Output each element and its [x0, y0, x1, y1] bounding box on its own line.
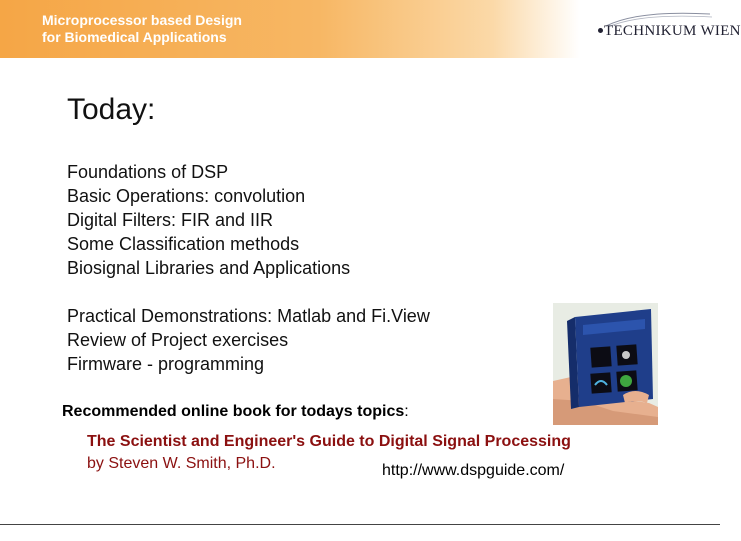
logo-text: TECHNIKUM WIEN — [604, 23, 741, 39]
list-item: Biosignal Libraries and Applications — [67, 258, 351, 278]
list-item: Foundations of DSP — [67, 162, 229, 182]
slide-heading: Today: — [67, 93, 156, 126]
recommendation-colon: : — [404, 403, 409, 420]
list-item: Review of Project exercises — [67, 330, 289, 350]
topics-list — [67, 160, 350, 280]
recommendation-text: Recommended online book for todays topics — [62, 403, 405, 420]
recommendation-label — [62, 403, 409, 421]
book-cover-image — [553, 303, 658, 425]
technikum-wien-logo — [598, 8, 741, 48]
course-title — [42, 12, 242, 46]
slide-header — [0, 0, 741, 58]
course-title-line-2: for Biomedical Applications — [42, 29, 227, 45]
book-url-link[interactable]: http://www.dspguide.com/ — [382, 462, 565, 479]
logo-dot-icon — [598, 28, 603, 33]
list-item: Practical Demonstrations: Matlab and Fi.View — [67, 306, 430, 326]
header-band — [0, 0, 580, 58]
list-item: Firmware - programming — [67, 354, 265, 374]
list-item: Digital Filters: FIR and IIR — [67, 210, 274, 230]
list-item: Basic Operations: convolution — [67, 186, 306, 206]
practical-list — [67, 304, 430, 376]
list-item: Some Classification methods — [67, 234, 300, 254]
course-title-line-1: Microprocessor based Design — [42, 12, 242, 28]
book-author: by Steven W. Smith, Ph.D. — [87, 455, 276, 472]
footer-divider — [0, 524, 720, 541]
book-title: The Scientist and Engineer's Guide to Digital Signal Processing — [87, 433, 571, 450]
